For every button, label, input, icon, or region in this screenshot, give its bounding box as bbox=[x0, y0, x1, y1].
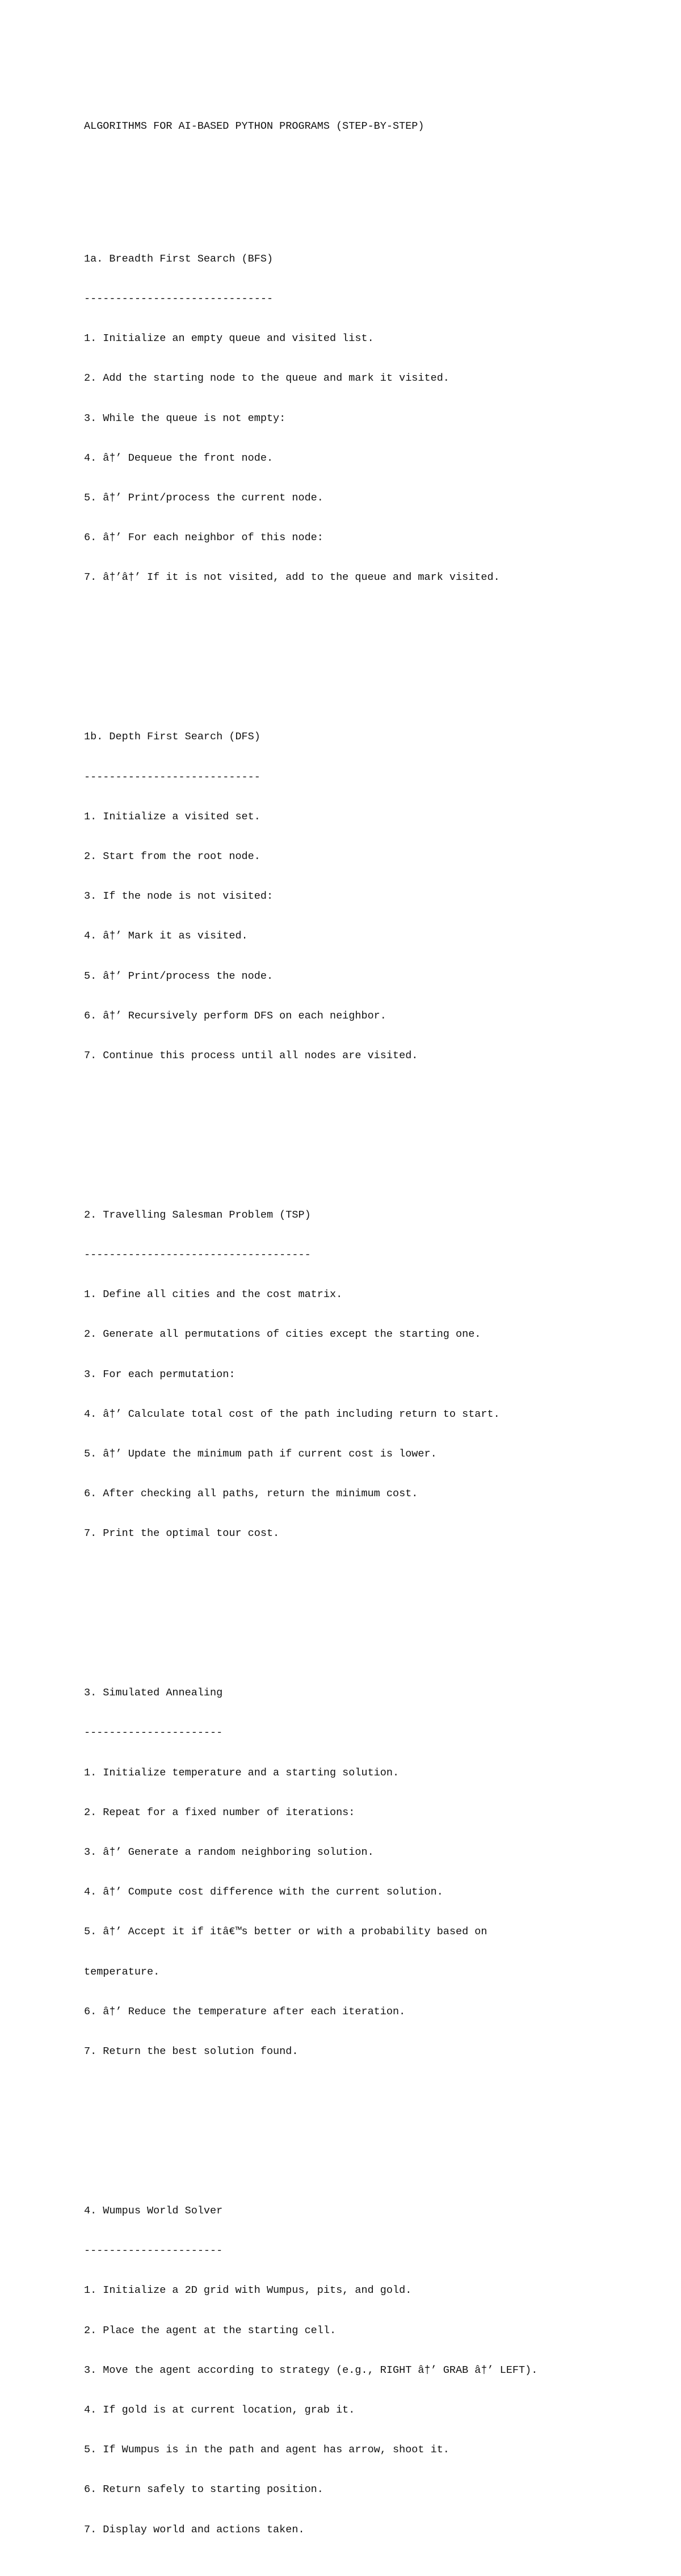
step-line: 2. Generate all permutations of cities except the starting one. bbox=[84, 1328, 481, 1341]
step-line: 3. Move the agent according to strategy (e.g., RIGHT â†’ GRAB â†’ LEFT). bbox=[84, 2364, 538, 2376]
step-line: 1. Initialize an empty queue and visited list. bbox=[84, 332, 374, 345]
spacer bbox=[84, 2111, 657, 2124]
step-line: 4. â†’ Calculate total cost of the path including return to start. bbox=[84, 1408, 500, 1420]
spacer bbox=[84, 637, 657, 650]
step-line: 3. While the queue is not empty: bbox=[84, 412, 286, 424]
section-dfs bbox=[84, 704, 657, 1089]
document-title: ALGORITHMS FOR AI-BASED PYTHON PROGRAMS (STEP-BY-STEP) bbox=[84, 120, 424, 132]
section-heading: 1b. Depth First Search (DFS) bbox=[84, 731, 260, 743]
step-line: 6. Return safely to starting position. bbox=[84, 2484, 323, 2496]
section-rule: ---------------------- bbox=[84, 1727, 223, 1739]
step-line: 7. â†’â†’ If it is not visited, add to the queue and mark visited. bbox=[84, 571, 500, 584]
step-line: 6. â†’ For each neighbor of this node: bbox=[84, 532, 323, 544]
step-line: 4. â†’ Dequeue the front node. bbox=[84, 452, 274, 464]
step-line: 4. â†’ Mark it as visited. bbox=[84, 930, 248, 942]
step-line: 1. Initialize a 2D grid with Wumpus, pits, and gold. bbox=[84, 2284, 412, 2297]
step-line: 3. If the node is not visited: bbox=[84, 890, 274, 903]
step-line: 6. â†’ Reduce the temperature after each iteration. bbox=[84, 2005, 406, 2018]
section-bfs bbox=[84, 226, 657, 611]
section-simulated-annealing bbox=[84, 1660, 657, 2085]
section-rule: ------------------------------ bbox=[84, 293, 274, 305]
step-line: 2. Repeat for a fixed number of iterations: bbox=[84, 1806, 355, 1819]
section-heading: 2. Travelling Salesman Problem (TSP) bbox=[84, 1209, 311, 1221]
section-rule: ---------------------------- bbox=[84, 771, 260, 783]
document-page bbox=[84, 93, 657, 2576]
step-line: 1. Initialize a visited set. bbox=[84, 810, 260, 823]
section-heading: 4. Wumpus World Solver bbox=[84, 2204, 223, 2217]
step-line: 7. Display world and actions taken. bbox=[84, 2523, 305, 2536]
step-line: 7. Return the best solution found. bbox=[84, 2045, 299, 2058]
step-line: 5. If Wumpus is in the path and agent has arrow, shoot it. bbox=[84, 2444, 449, 2456]
step-line: 2. Add the starting node to the queue and mark it visited. bbox=[84, 372, 449, 385]
spacer bbox=[84, 159, 657, 172]
section-heading: 1a. Breadth First Search (BFS) bbox=[84, 252, 274, 265]
step-line: 1. Define all cities and the cost matrix. bbox=[84, 1289, 343, 1301]
step-line: 3. â†’ Generate a random neighboring solution. bbox=[84, 1846, 374, 1859]
section-wumpus-world bbox=[84, 2178, 657, 2563]
section-rule: ---------------------- bbox=[84, 2245, 223, 2257]
step-line: 5. â†’ Print/process the node. bbox=[84, 970, 274, 982]
section-tsp bbox=[84, 1182, 657, 1567]
section-heading: 3. Simulated Annealing bbox=[84, 1687, 223, 1699]
step-line: 6. â†’ Recursively perform DFS on each neighbor. bbox=[84, 1009, 386, 1022]
step-line: 7. Print the optimal tour cost. bbox=[84, 1527, 280, 1540]
step-line: 5. â†’ Print/process the current node. bbox=[84, 492, 323, 504]
step-line: 2. Start from the root node. bbox=[84, 850, 260, 862]
step-line: 5. â†’ Update the minimum path if current cost is lower. bbox=[84, 1448, 437, 1460]
spacer bbox=[84, 1593, 657, 1606]
step-line: temperature. bbox=[84, 1965, 160, 1978]
step-line: 7. Continue this process until all nodes are visited. bbox=[84, 1049, 418, 1062]
step-line: 4. â†’ Compute cost difference with the current solution. bbox=[84, 1886, 443, 1899]
step-line: 3. For each permutation: bbox=[84, 1368, 236, 1380]
section-rule: ------------------------------------ bbox=[84, 1248, 311, 1261]
step-line: 6. After checking all paths, return the minimum cost. bbox=[84, 1488, 418, 1500]
step-line: 1. Initialize temperature and a starting solution. bbox=[84, 1766, 400, 1779]
step-line: 2. Place the agent at the starting cell. bbox=[84, 2324, 337, 2337]
step-line: 4. If gold is at current location, grab it. bbox=[84, 2404, 355, 2416]
spacer bbox=[84, 1116, 657, 1129]
step-line: 5. â†’ Accept it if itâ€™s better or with a probability based on bbox=[84, 1926, 487, 1938]
